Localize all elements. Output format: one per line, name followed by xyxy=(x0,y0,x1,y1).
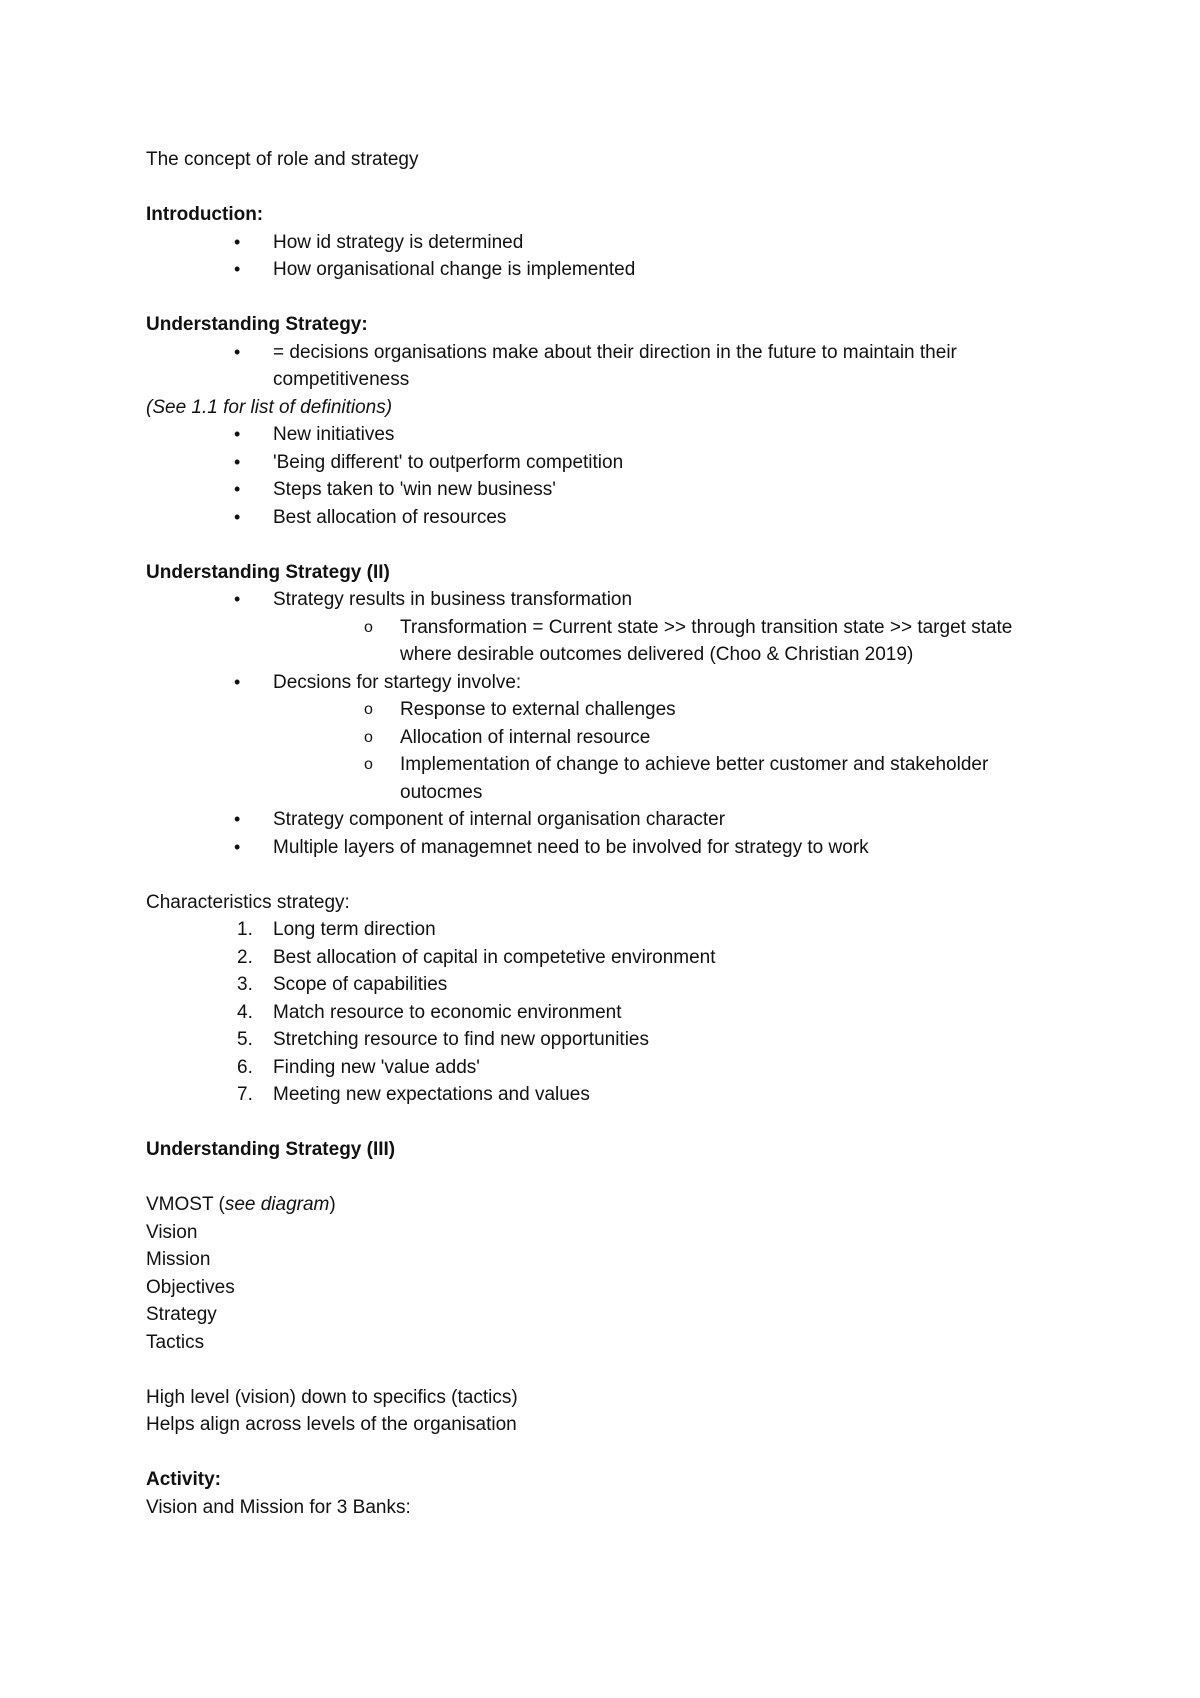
list-item xyxy=(146,834,1066,862)
bullet-icon: • xyxy=(234,424,241,444)
vmost-note: Helps align across levels of the organisation xyxy=(146,1414,517,1435)
spacer xyxy=(146,1439,1066,1467)
vmost-line xyxy=(146,1191,1066,1219)
numbered-item xyxy=(146,916,1066,944)
list-item-text: Decsions for startegy involve: xyxy=(273,671,522,693)
heading-introduction: Introduction: xyxy=(146,204,264,225)
list-item-text: How id strategy is determined xyxy=(273,231,524,253)
spacer xyxy=(146,1356,1066,1384)
bullet-icon: • xyxy=(234,671,241,692)
document-title: The concept of role and strategy xyxy=(146,149,419,170)
vmost-label: VMOST ( xyxy=(146,1194,225,1215)
heading-characteristics: Characteristics strategy: xyxy=(146,891,350,913)
list-number: 2. xyxy=(237,946,253,968)
list-item xyxy=(146,504,1066,532)
list-item xyxy=(146,586,1066,614)
sub-list-item xyxy=(146,751,1066,779)
numbered-item xyxy=(146,999,1066,1027)
spacer xyxy=(146,174,1066,202)
list-item-continuation: competitiveness xyxy=(273,369,410,390)
bullet-icon: • xyxy=(234,589,241,609)
vmost-note: High level (vision) down to specifics (tactics) xyxy=(146,1386,518,1408)
numbered-item-text: Scope of capabilities xyxy=(273,974,448,995)
circle-bullet-icon: o xyxy=(364,701,373,718)
list-number: 5. xyxy=(237,1029,253,1050)
heading-understanding-strategy: Understanding Strategy: xyxy=(146,314,368,335)
heading-understanding-strategy-ii: Understanding Strategy (II) xyxy=(146,561,390,583)
list-item-text: Multiple layers of managemnet need to be involved for strategy to work xyxy=(273,836,869,858)
list-number: 3. xyxy=(237,974,253,995)
list-item xyxy=(146,256,1066,284)
spacer xyxy=(146,1164,1066,1192)
vmost-term: Tactics xyxy=(146,1331,205,1353)
vmost-term: Strategy xyxy=(146,1304,217,1325)
sub-list-item-continuation: outocmes xyxy=(400,781,483,803)
numbered-item xyxy=(146,944,1066,972)
list-item-text: New initiatives xyxy=(273,424,395,445)
list-item-text: Strategy results in business transformation xyxy=(273,589,633,610)
sub-list-item-text: Allocation of internal resource xyxy=(400,726,651,748)
bullet-icon: • xyxy=(234,836,241,857)
spacer xyxy=(146,531,1066,559)
bullet-icon: • xyxy=(234,231,241,252)
sub-list-item xyxy=(146,724,1066,752)
see-definitions-note: (See 1.1 for list of definitions) xyxy=(146,396,393,418)
list-item-text: Best allocation of resources xyxy=(273,506,507,528)
bullet-icon: • xyxy=(234,506,241,527)
spacer xyxy=(146,284,1066,312)
numbered-item-text: Meeting new expectations and values xyxy=(273,1084,590,1105)
list-item xyxy=(146,476,1066,504)
list-item xyxy=(146,229,1066,257)
sub-list-item-text: Implementation of change to achieve better customer and stakeholder xyxy=(400,754,989,775)
sub-list-item-text: Response to external challenges xyxy=(400,699,676,720)
activity-text: Vision and Mission for 3 Banks: xyxy=(146,1496,411,1518)
bullet-icon: • xyxy=(234,809,241,829)
bullet-icon: • xyxy=(234,259,241,279)
numbered-item-text: Match resource to economic environment xyxy=(273,1001,622,1023)
sub-list-item xyxy=(146,614,1066,642)
numbered-item-text: Long term direction xyxy=(273,919,436,940)
vmost-term: Objectives xyxy=(146,1276,235,1298)
heading-activity: Activity: xyxy=(146,1469,221,1490)
vmost-close: ) xyxy=(329,1194,336,1215)
vmost-term: Vision xyxy=(146,1221,198,1243)
list-item xyxy=(146,449,1066,477)
list-item xyxy=(146,669,1066,697)
circle-bullet-icon: o xyxy=(364,728,373,746)
numbered-item-text: Stretching resource to find new opportunities xyxy=(273,1029,649,1050)
circle-bullet-icon: o xyxy=(364,756,373,773)
list-item-text: How organisational change is implemented xyxy=(273,259,636,280)
list-item-text: Steps taken to 'win new business' xyxy=(273,479,556,500)
document-body xyxy=(146,146,1066,1521)
vmost-term: Mission xyxy=(146,1249,211,1270)
numbered-item xyxy=(146,1081,1066,1109)
numbered-item xyxy=(146,1054,1066,1082)
list-number: 4. xyxy=(237,1001,253,1023)
numbered-item xyxy=(146,1026,1066,1054)
list-item-text: 'Being different' to outperform competition xyxy=(273,451,624,473)
heading-understanding-strategy-iii: Understanding Strategy (III) xyxy=(146,1139,396,1160)
spacer xyxy=(146,1109,1066,1137)
bullet-icon: • xyxy=(234,479,241,499)
list-item xyxy=(146,339,1066,367)
list-number: 1. xyxy=(237,919,253,940)
list-number: 7. xyxy=(237,1084,253,1105)
list-number: 6. xyxy=(237,1056,253,1078)
bullet-icon: • xyxy=(234,451,241,472)
sub-list-item xyxy=(146,696,1066,724)
sub-list-item-text: Transformation = Current state >> through transition state >> target state xyxy=(400,616,1013,638)
bullet-icon: • xyxy=(234,341,241,362)
vmost-see-diagram: see diagram xyxy=(224,1194,330,1215)
list-item-text: = decisions organisations make about their direction in the future to maintain their xyxy=(273,341,957,363)
list-item-text: Strategy component of internal organisation character xyxy=(273,809,726,830)
spacer xyxy=(146,861,1066,889)
numbered-item-text: Finding new 'value adds' xyxy=(273,1056,480,1078)
circle-bullet-icon: o xyxy=(364,618,373,636)
sub-list-item-continuation: where desirable outcomes delivered (Choo & Christian 2019) xyxy=(400,644,914,665)
numbered-item-text: Best allocation of capital in competetive environment xyxy=(273,946,716,968)
numbered-item xyxy=(146,971,1066,999)
list-item xyxy=(146,421,1066,449)
list-item xyxy=(146,806,1066,834)
